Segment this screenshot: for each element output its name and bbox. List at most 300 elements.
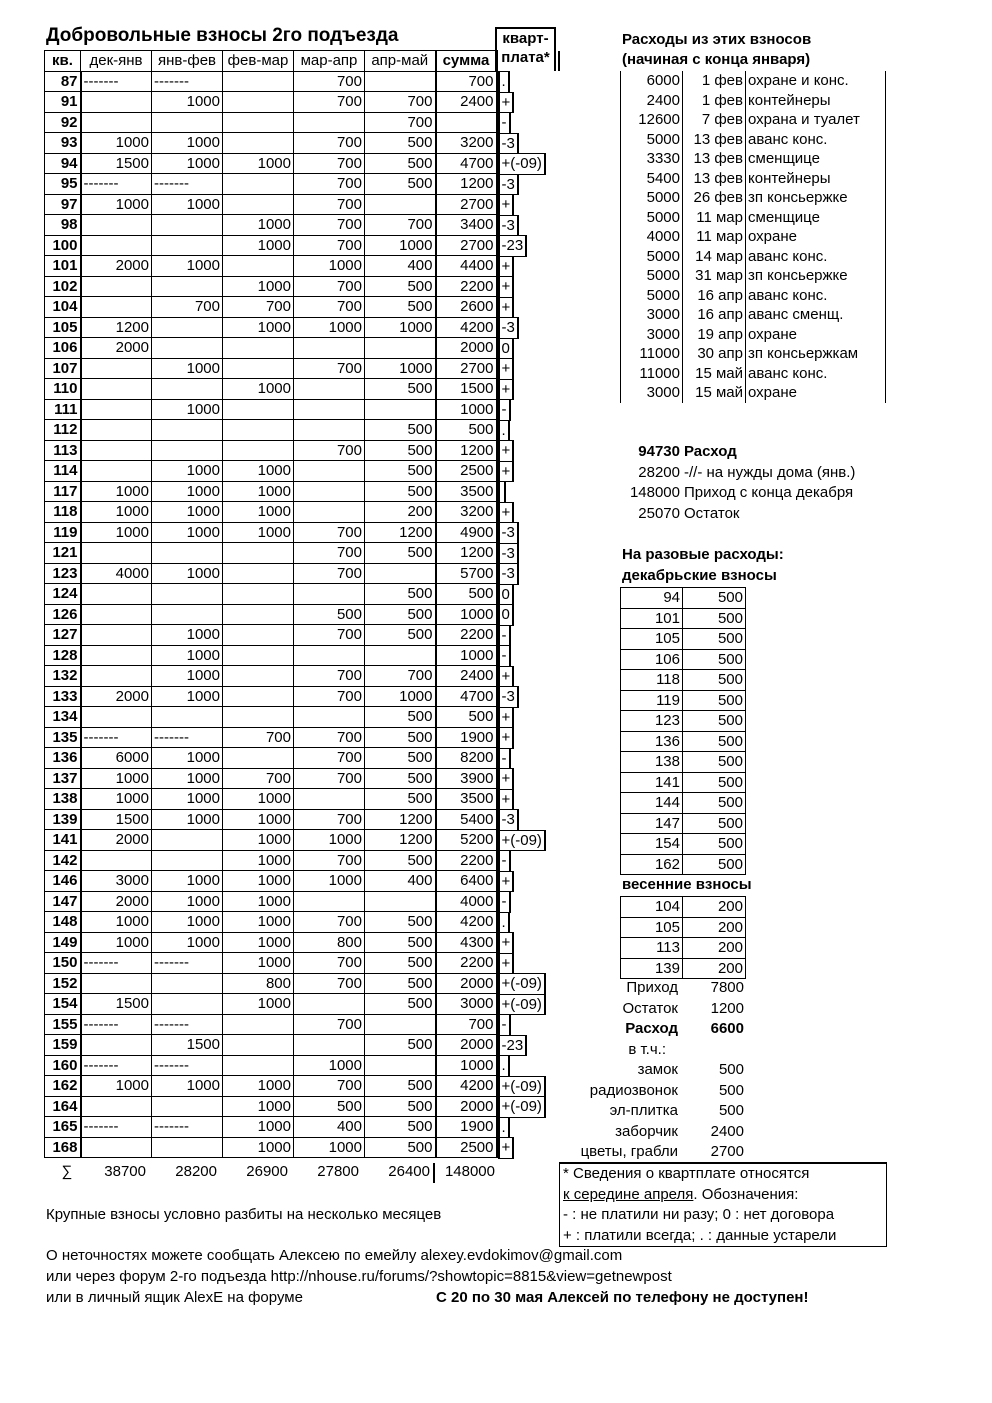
contribution-row — [621, 670, 746, 691]
cell-apr-may — [365, 645, 436, 666]
expense-date: 16 апр — [697, 286, 743, 304]
col-header-apr-may: апр-май — [365, 51, 436, 72]
cell-kvartplata: - — [498, 850, 511, 872]
cell-apr-may: 500 — [365, 584, 436, 605]
contribution-apartment: 154 — [621, 834, 683, 855]
cell-mar-apr: 700 — [294, 686, 365, 707]
cell-jan-feb — [152, 604, 223, 625]
cell-apr-may: 500 — [365, 379, 436, 400]
cell-jan-feb: 1000 — [152, 686, 223, 707]
table-row — [45, 584, 559, 605]
cell-apartment: 135 — [45, 727, 81, 748]
total-mar-apr: 27800 — [317, 1163, 359, 1180]
cell-sum: 4200 — [436, 317, 497, 338]
expense-row — [621, 169, 886, 189]
cell-dec-jan — [81, 379, 152, 400]
cell-jan-feb — [152, 379, 223, 400]
cell-mar-apr: 700 — [294, 1076, 365, 1097]
contribution-row — [621, 897, 746, 918]
expense-purpose: аванс сменщ. — [746, 305, 886, 325]
expense-amount: 5400 — [621, 169, 683, 189]
table-row — [45, 399, 559, 420]
cell-dec-jan: ------- — [81, 1055, 152, 1076]
cell-sum: 4400 — [436, 256, 497, 277]
cell-mar-apr: 700 — [294, 215, 365, 236]
cell-dec-jan — [81, 584, 152, 605]
cell-apartment: 141 — [45, 830, 81, 851]
cell-feb-mar — [223, 1035, 294, 1056]
cell-apr-may: 1200 — [365, 830, 436, 851]
cell-apartment: 119 — [45, 522, 81, 543]
expense-date: 19 апр — [697, 325, 743, 343]
cell-apartment: 121 — [45, 543, 81, 564]
cell-mar-apr: 700 — [294, 543, 365, 564]
contribution-apartment: 139 — [621, 958, 683, 979]
expense-label: Расход — [625, 1020, 678, 1037]
expense-purpose: охране — [746, 227, 886, 247]
contribution-row — [621, 649, 746, 670]
cell-mar-apr: 700 — [294, 153, 365, 174]
cell-jan-feb — [152, 215, 223, 236]
cell-apartment: 154 — [45, 994, 81, 1015]
expense-row — [621, 149, 886, 169]
cell-apartment: 160 — [45, 1055, 81, 1076]
rest-value: 1200 — [710, 1000, 744, 1017]
cell-kvartplata: . — [498, 1117, 510, 1139]
cell-sum: 3200 — [436, 502, 497, 523]
summary-amount: 28200 — [638, 463, 680, 481]
expense-amount: 5000 — [621, 130, 683, 150]
cell-dec-jan — [81, 1137, 152, 1158]
expense-amount: 2400 — [621, 91, 683, 111]
cell-dec-jan: 4000 — [81, 563, 152, 584]
note-line3: - : не платили ни разу; 0 : нет договора — [563, 1206, 835, 1223]
contribution-apartment: 141 — [621, 772, 683, 793]
cell-apartment: 150 — [45, 953, 81, 974]
phone-unavailable-note: С 20 по 30 мая Алексей по телефону не доступен! — [436, 1289, 809, 1306]
col-header-kvartplata — [497, 51, 559, 72]
cell-jan-feb: ------- — [152, 174, 223, 195]
cell-apartment: 101 — [45, 256, 81, 277]
item-label: радиозвонок — [589, 1081, 678, 1099]
cell-dec-jan — [81, 1035, 152, 1056]
cell-apartment: 93 — [45, 133, 81, 154]
cell-sum: 3000 — [436, 994, 497, 1015]
cell-dec-jan — [81, 215, 152, 236]
table-row — [45, 891, 559, 912]
cell-jan-feb: 1000 — [152, 133, 223, 154]
contribution-amount: 500 — [683, 813, 746, 834]
cell-apartment: 94 — [45, 153, 81, 174]
expenses-title-line1: Расходы из этих взносов — [622, 31, 812, 48]
contribution-row — [621, 938, 746, 959]
cell-sum: 2200 — [436, 625, 497, 646]
cell-mar-apr: 700 — [294, 748, 365, 769]
cell-feb-mar — [223, 440, 294, 461]
contribution-amount: 500 — [683, 834, 746, 855]
cell-feb-mar — [223, 71, 294, 92]
cell-apartment: 123 — [45, 563, 81, 584]
cell-sum: 2000 — [436, 338, 497, 359]
cell-mar-apr: 1000 — [294, 871, 365, 892]
cell-kvartplata: +(-09) — [498, 973, 546, 995]
cell-dec-jan: ------- — [81, 953, 152, 974]
cell-feb-mar: 1000 — [223, 1117, 294, 1138]
cell-sum: 4700 — [436, 153, 497, 174]
cell-sum: 500 — [436, 584, 497, 605]
col-header-dec-jan: дек-янв — [81, 51, 152, 72]
cell-dec-jan: 1000 — [81, 522, 152, 543]
contact-email-line: О неточностях можете сообщать Алексею по емейлу alexey.evdokimov@gmail.com — [46, 1247, 623, 1264]
table-row — [45, 1014, 559, 1035]
table-row — [45, 871, 559, 892]
table-row — [45, 153, 559, 174]
contribution-apartment: 123 — [621, 711, 683, 732]
table-row — [45, 748, 559, 769]
cell-dec-jan — [81, 1096, 152, 1117]
contribution-row — [621, 813, 746, 834]
expense-purpose: аванс конс. — [746, 130, 886, 150]
cell-mar-apr — [294, 461, 365, 482]
contribution-row — [621, 608, 746, 629]
cell-dec-jan — [81, 973, 152, 994]
cell-sum: 4700 — [436, 686, 497, 707]
cell-mar-apr: 700 — [294, 133, 365, 154]
summary-amount: 25070 — [638, 504, 680, 522]
table-row — [45, 1137, 559, 1158]
contribution-apartment: 113 — [621, 938, 683, 959]
cell-jan-feb — [152, 1096, 223, 1117]
cell-apr-may — [365, 338, 436, 359]
cell-sum: 2500 — [436, 461, 497, 482]
cell-feb-mar — [223, 133, 294, 154]
cell-feb-mar: 1000 — [223, 215, 294, 236]
cell-sum: 2000 — [436, 1035, 497, 1056]
cell-jan-feb: 1000 — [152, 666, 223, 687]
cell-kvartplata: + — [498, 379, 515, 401]
table-row — [45, 358, 559, 379]
table-row — [45, 809, 559, 830]
cell-feb-mar — [223, 399, 294, 420]
cell-kvartplata: +(-09) — [498, 994, 546, 1016]
cell-sum: 1000 — [436, 399, 497, 420]
spring-table — [620, 896, 746, 979]
expense-purpose: сменщице — [746, 208, 886, 228]
cell-apr-may: 500 — [365, 727, 436, 748]
cell-apr-may: 500 — [365, 994, 436, 1015]
table-row — [45, 625, 559, 646]
cell-kvartplata: . — [498, 912, 510, 934]
table-row — [45, 194, 559, 215]
cell-apr-may: 1000 — [365, 686, 436, 707]
expense-row — [621, 188, 886, 208]
cell-sum: 2400 — [436, 92, 497, 113]
cell-mar-apr: 700 — [294, 174, 365, 195]
cell-apr-may — [365, 194, 436, 215]
cell-kvartplata: -23 — [498, 1035, 528, 1057]
expense-row — [621, 305, 886, 325]
cell-apr-may: 700 — [365, 92, 436, 113]
cell-mar-apr — [294, 891, 365, 912]
cell-apr-may: 1200 — [365, 522, 436, 543]
cell-dec-jan — [81, 358, 152, 379]
cell-feb-mar: 1000 — [223, 461, 294, 482]
expense-date: 11 мар — [696, 208, 743, 226]
income-label: Приход — [626, 979, 678, 996]
cell-sum: 6400 — [436, 871, 497, 892]
cell-kvartplata: . — [498, 71, 510, 93]
cell-dec-jan: 1000 — [81, 932, 152, 953]
cell-jan-feb: 1000 — [152, 789, 223, 810]
cell-kvartplata: + — [498, 297, 515, 319]
cell-sum: 5400 — [436, 809, 497, 830]
cell-feb-mar: 1000 — [223, 1096, 294, 1117]
expense-date: 1 фев — [701, 91, 743, 109]
cell-jan-feb: 1000 — [152, 809, 223, 830]
cell-apartment: 100 — [45, 235, 81, 256]
cell-jan-feb — [152, 584, 223, 605]
cell-sum: 700 — [436, 1014, 497, 1035]
cell-jan-feb: 1000 — [152, 194, 223, 215]
total-dec-jan: 38700 — [104, 1163, 146, 1180]
cell-dec-jan: 2000 — [81, 686, 152, 707]
cell-feb-mar: 1000 — [223, 830, 294, 851]
cell-apr-may: 700 — [365, 666, 436, 687]
cell-jan-feb: 1000 — [152, 399, 223, 420]
cell-dec-jan: ------- — [81, 1014, 152, 1035]
cell-kvartplata: -3 — [498, 133, 519, 155]
cell-sum: 1200 — [436, 440, 497, 461]
cell-feb-mar — [223, 1014, 294, 1035]
expense-row — [621, 266, 886, 286]
table-row — [45, 1117, 559, 1138]
cell-mar-apr: 700 — [294, 809, 365, 830]
cell-jan-feb: 1000 — [152, 871, 223, 892]
expense-amount: 11000 — [621, 344, 683, 364]
expense-row — [621, 208, 886, 228]
cell-feb-mar: 1000 — [223, 850, 294, 871]
table-row — [45, 420, 559, 441]
cell-apr-may: 500 — [365, 1076, 436, 1097]
cell-kvartplata: + — [498, 768, 515, 790]
contribution-amount: 500 — [683, 711, 746, 732]
cell-feb-mar: 1000 — [223, 932, 294, 953]
cell-sum: 2200 — [436, 850, 497, 871]
cell-kvartplata: 0 — [498, 584, 514, 606]
summary-label: Остаток — [684, 504, 740, 522]
expense-row — [621, 344, 886, 364]
expense-row — [621, 247, 886, 267]
expense-purpose: контейнеры — [746, 169, 886, 189]
cell-jan-feb: 1000 — [152, 768, 223, 789]
table-row — [45, 932, 559, 953]
cell-sum: 3400 — [436, 215, 497, 236]
cell-apartment: 152 — [45, 973, 81, 994]
expense-amount: 12600 — [621, 110, 683, 130]
cell-sum: 4900 — [436, 522, 497, 543]
contribution-apartment: 105 — [621, 917, 683, 938]
expense-amount: 5000 — [621, 188, 683, 208]
cell-kvartplata: . — [498, 1055, 510, 1077]
cell-mar-apr — [294, 645, 365, 666]
item-value: 500 — [718, 1102, 744, 1120]
cell-kvartplata: + — [498, 276, 515, 298]
cell-dec-jan: ------- — [81, 1117, 152, 1138]
cell-jan-feb — [152, 235, 223, 256]
table-row — [45, 543, 559, 564]
cell-sum: 2200 — [436, 276, 497, 297]
cell-dec-jan — [81, 92, 152, 113]
cell-mar-apr: 700 — [294, 235, 365, 256]
cell-sum: 5200 — [436, 830, 497, 851]
cell-apr-may — [365, 1055, 436, 1076]
cell-kvartplata: +(-09) — [498, 1096, 546, 1118]
table-row — [45, 174, 559, 195]
cell-kvartplata: + — [498, 92, 515, 114]
cell-jan-feb: 1000 — [152, 522, 223, 543]
cell-jan-feb: 700 — [152, 297, 223, 318]
cell-jan-feb — [152, 850, 223, 871]
contribution-row — [621, 690, 746, 711]
expense-date: 13 фев — [693, 130, 743, 148]
summary-label: Приход с конца декабря — [684, 484, 854, 501]
cell-sum: 2600 — [436, 297, 497, 318]
cell-apr-may: 400 — [365, 871, 436, 892]
cell-jan-feb: 1000 — [152, 481, 223, 502]
cell-sum: 2700 — [436, 194, 497, 215]
cell-kvartplata: -23 — [498, 235, 528, 257]
table-row — [45, 666, 559, 687]
cell-apr-may: 500 — [365, 748, 436, 769]
expense-row — [621, 364, 886, 384]
expense-row — [621, 325, 886, 345]
cell-apartment: 91 — [45, 92, 81, 113]
cell-jan-feb — [152, 440, 223, 461]
cell-feb-mar — [223, 358, 294, 379]
table-row — [45, 830, 559, 851]
cell-apartment: 137 — [45, 768, 81, 789]
expense-row — [621, 71, 886, 91]
expense-amount: 3330 — [621, 149, 683, 169]
table-row — [45, 1096, 559, 1117]
cell-sum: 5700 — [436, 563, 497, 584]
cell-dec-jan: 1000 — [81, 789, 152, 810]
table-row — [45, 92, 559, 113]
item-value: 2400 — [710, 1122, 744, 1140]
contribution-apartment: 105 — [621, 629, 683, 650]
cell-apr-may: 500 — [365, 932, 436, 953]
expense-date: 30 апр — [697, 345, 743, 363]
cell-mar-apr: 1000 — [294, 830, 365, 851]
cell-apr-may: 500 — [365, 1137, 436, 1158]
expense-purpose: зп консьержке — [746, 266, 886, 286]
table-row — [45, 850, 559, 871]
total-feb-mar: 26900 — [246, 1163, 288, 1180]
cell-apr-may: 1000 — [365, 317, 436, 338]
expense-purpose: охране — [746, 383, 886, 403]
contribution-amount: 500 — [683, 793, 746, 814]
contribution-amount: 200 — [683, 897, 746, 918]
cell-sum: 4200 — [436, 912, 497, 933]
page-title: Добровольные взносы 2го подъезда — [46, 25, 399, 46]
cell-kvartplata: + — [498, 461, 515, 483]
cell-mar-apr: 700 — [294, 297, 365, 318]
cell-apartment: 147 — [45, 891, 81, 912]
cell-feb-mar: 1000 — [223, 502, 294, 523]
cell-apr-may: 500 — [365, 481, 436, 502]
cell-apartment: 113 — [45, 440, 81, 461]
table-row — [45, 215, 559, 236]
cell-sum: 1900 — [436, 1117, 497, 1138]
col-header-mar-apr: мар-апр — [294, 51, 365, 72]
cell-mar-apr: 700 — [294, 1014, 365, 1035]
contribution-apartment: 144 — [621, 793, 683, 814]
cell-feb-mar: 1000 — [223, 789, 294, 810]
contribution-row — [621, 772, 746, 793]
cell-dec-jan — [81, 235, 152, 256]
cell-apartment: 92 — [45, 112, 81, 133]
cell-jan-feb: ------- — [152, 1117, 223, 1138]
expense-amount: 5000 — [621, 286, 683, 306]
cell-kvartplata — [498, 481, 506, 503]
expense-amount: 3000 — [621, 305, 683, 325]
cell-apr-may: 500 — [365, 789, 436, 810]
cell-dec-jan: 1000 — [81, 194, 152, 215]
cell-apartment: 165 — [45, 1117, 81, 1138]
cell-apr-may: 500 — [365, 912, 436, 933]
expense-purpose: сменщице — [746, 149, 886, 169]
incl-label: в т.ч.: — [628, 1041, 666, 1058]
contribution-row — [621, 629, 746, 650]
cell-apartment: 117 — [45, 481, 81, 502]
cell-kvartplata: - — [498, 645, 511, 667]
cell-apr-may — [365, 563, 436, 584]
expense-purpose: аванс конс. — [746, 364, 886, 384]
cell-jan-feb — [152, 420, 223, 441]
cell-mar-apr: 500 — [294, 1096, 365, 1117]
cell-jan-feb — [152, 112, 223, 133]
cell-kvartplata: + — [498, 358, 515, 380]
cell-apartment: 132 — [45, 666, 81, 687]
cell-dec-jan: 1000 — [81, 133, 152, 154]
cell-apartment: 146 — [45, 871, 81, 892]
cell-apr-may: 500 — [365, 604, 436, 625]
cell-apartment: 168 — [45, 1137, 81, 1158]
cell-mar-apr — [294, 1035, 365, 1056]
contribution-apartment: 118 — [621, 670, 683, 691]
expense-amount: 11000 — [621, 364, 683, 384]
cell-sum: 2400 — [436, 666, 497, 687]
total-apr-may: 26400 — [388, 1163, 430, 1180]
cell-jan-feb: 1000 — [152, 153, 223, 174]
table-row — [45, 338, 559, 359]
table-row — [45, 112, 559, 133]
contributions-header-row — [45, 51, 559, 72]
cell-mar-apr — [294, 112, 365, 133]
cell-sum — [436, 112, 497, 133]
cell-dec-jan: 1500 — [81, 153, 152, 174]
cell-apr-may: 500 — [365, 543, 436, 564]
cell-sum: 2000 — [436, 1096, 497, 1117]
cell-kvartplata: + — [498, 256, 515, 278]
contact-pm-line: или в личный ящик AlexE на форуме — [46, 1289, 303, 1306]
cell-apartment: 124 — [45, 584, 81, 605]
cell-apr-may: 500 — [365, 440, 436, 461]
cell-sum: 700 — [436, 71, 497, 92]
cell-feb-mar — [223, 420, 294, 441]
cell-feb-mar: 1000 — [223, 871, 294, 892]
expense-date: 26 фев — [693, 189, 743, 207]
